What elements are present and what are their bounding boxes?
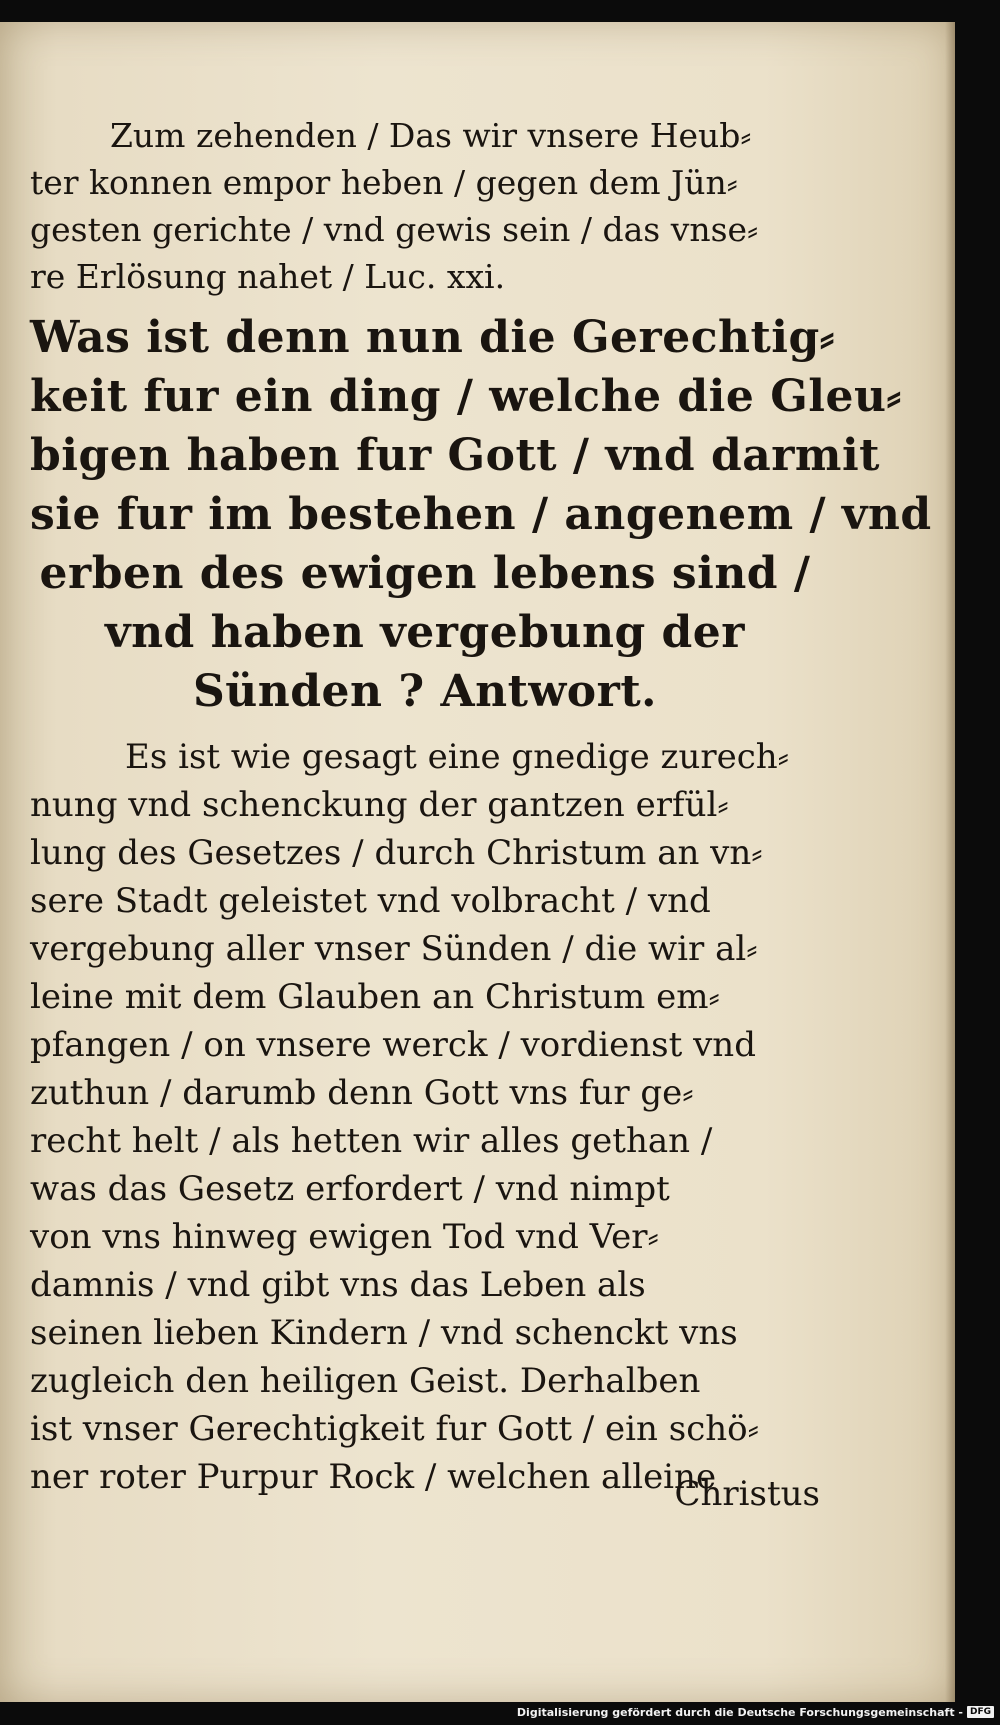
footer-text: Digitalisierung gefördert durch die Deutsche Forschungsgemeinschaft - — [516, 1705, 963, 1719]
page-edge-shadow — [945, 22, 955, 1702]
paragraph-zehenden — [30, 112, 820, 300]
text-line: Es ist wie gesagt eine gnedige zurech⸗ — [125, 737, 789, 777]
answer-paragraph — [30, 733, 820, 1501]
text-line: vergebung aller vnser Sünden / die wir al⸗ — [30, 929, 758, 969]
text-line: ner roter Purpur Rock / welchen alleine — [30, 1457, 717, 1497]
text-line: zuthun / darumb denn Gott vns fur ge⸗ — [30, 1073, 694, 1113]
heading-line: sie fur im bestehen / angenem / vnd — [30, 489, 932, 540]
question-heading — [30, 308, 932, 721]
text-line: lung des Gesetzes / durch Christum an vn⸗ — [30, 833, 763, 873]
digitization-footer — [517, 1705, 994, 1719]
text-line: sere Stadt geleistet vnd volbracht / vnd — [30, 881, 711, 921]
text-line: pfangen / on vnsere werck / vordienst vnd — [30, 1025, 756, 1065]
heading-line: bigen haben fur Gott / vnd darmit — [30, 430, 881, 481]
text-line: von vns hinweg ewigen Tod vnd Ver⸗ — [30, 1217, 659, 1257]
text-line: re Erlösung nahet / Luc. xxi. — [30, 257, 506, 296]
heading-line: Sünden ? Antwort. — [193, 666, 657, 717]
heading-line: erben des ewigen lebens sind / — [39, 548, 811, 599]
text-line: leine mit dem Glauben an Christum em⸗ — [30, 977, 720, 1017]
text-line: Zum zehenden / Das wir vnsere Heub⸗ — [110, 116, 752, 155]
book-page — [0, 22, 955, 1702]
heading-line: vnd haben vergebung der — [105, 607, 745, 658]
page-text — [30, 112, 932, 1514]
text-line: gesten gerichte / vnd gewis sein / das vnse⸗ — [30, 210, 759, 249]
text-line: was das Gesetz erfordert / vnd nimpt — [30, 1169, 670, 1209]
catchword: Christus — [674, 1474, 820, 1514]
dfg-logo: DFG — [967, 1706, 994, 1718]
heading-line: Was ist denn nun die Gerechtig⸗ — [30, 312, 835, 363]
text-line: recht helt / als hetten wir alles gethan / — [30, 1121, 713, 1161]
text-line: ter konnen empor heben / gegen dem Jün⸗ — [30, 163, 738, 202]
text-line: nung vnd schenckung der gantzen erfül⸗ — [30, 785, 729, 825]
text-line: damnis / vnd gibt vns das Leben als — [30, 1265, 646, 1305]
text-line: ist vnser Gerechtigkeit fur Gott / ein schö⸗ — [30, 1409, 759, 1449]
text-line: zugleich den heiligen Geist. Derhalben — [30, 1361, 701, 1401]
text-line: seinen lieben Kindern / vnd schenckt vns — [30, 1313, 738, 1353]
heading-line: keit fur ein ding / welche die Gleu⸗ — [30, 371, 902, 422]
